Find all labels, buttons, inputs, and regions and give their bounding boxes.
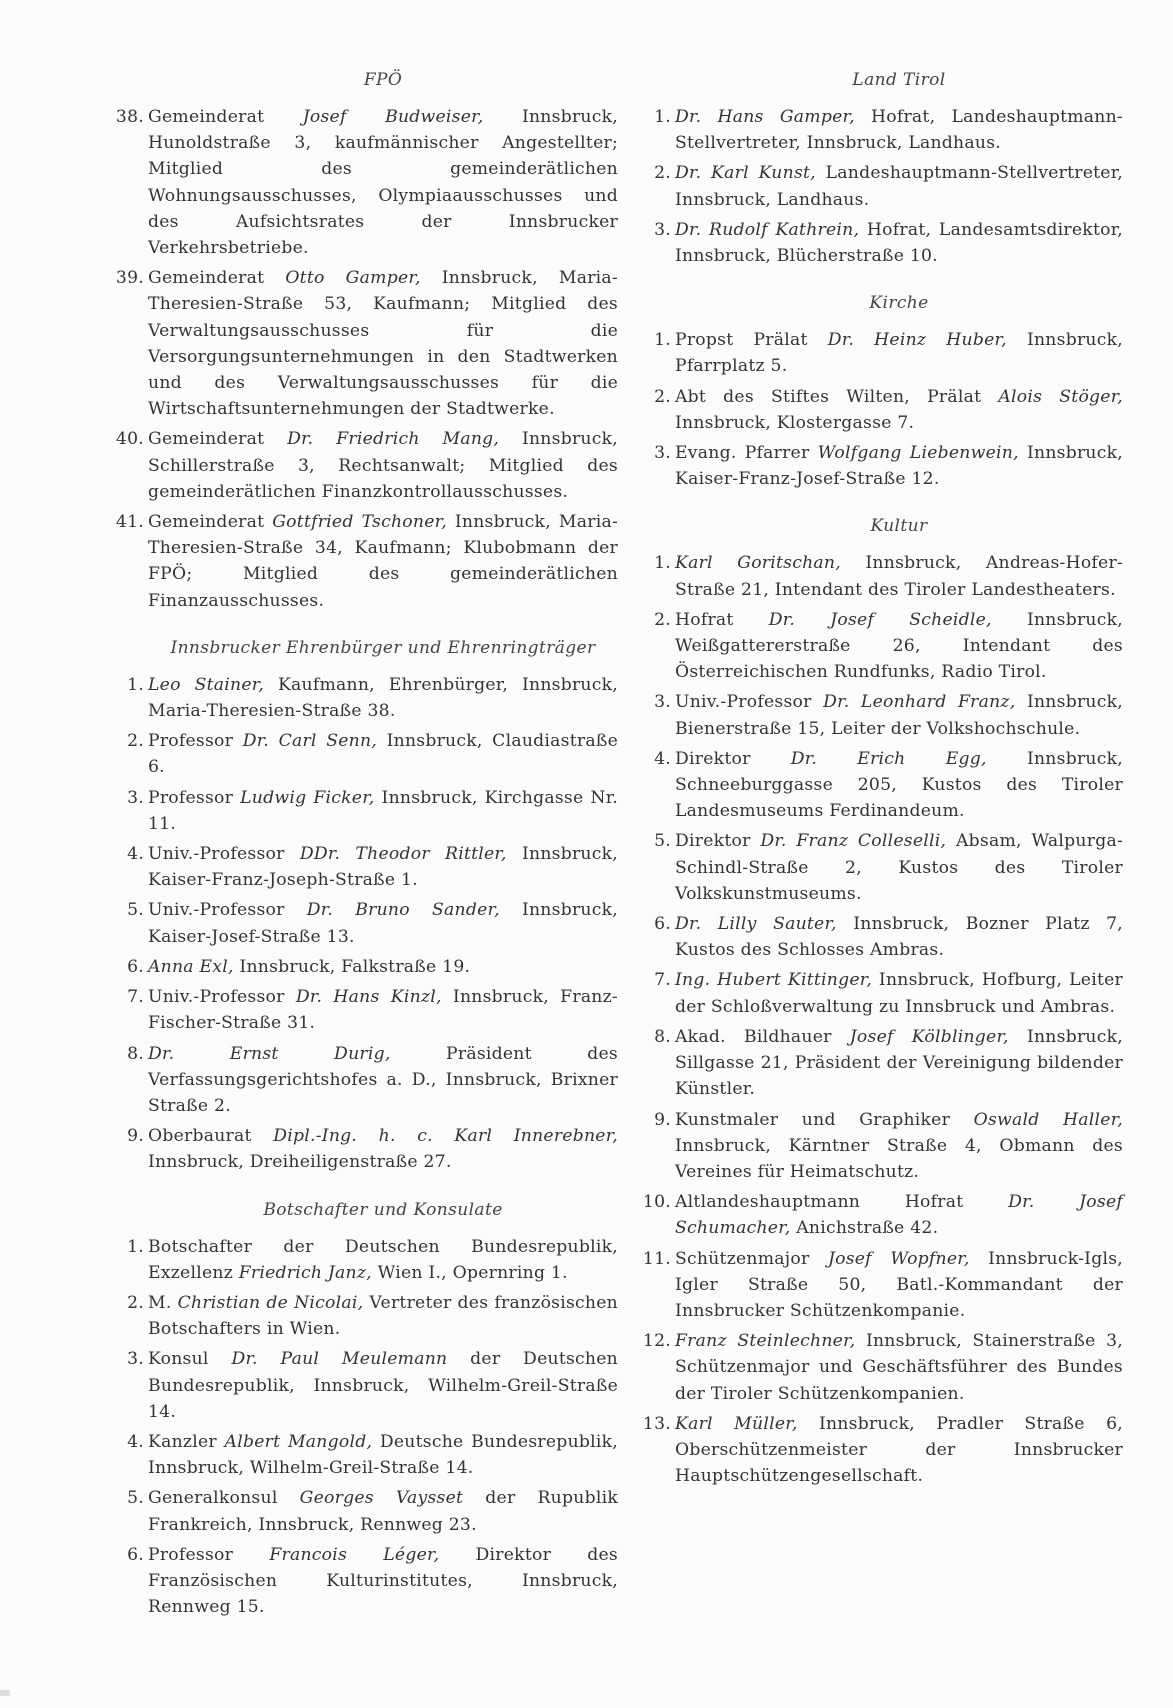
section-heading-land-tirol: Land Tirol (852, 70, 946, 90)
person-name: Dipl.-Ing. h. c. Karl Innerebner, (273, 1126, 619, 1147)
item-number: 6. (127, 956, 144, 977)
item-number: 13. (642, 1413, 671, 1434)
item-details: Vertreter des französischen Botschafters in Wien. (148, 1292, 618, 1340)
item-number: 11. (642, 1248, 671, 1269)
list-item (127, 728, 618, 780)
item-number: 8. (654, 1026, 671, 1047)
item-number: 3. (127, 1349, 144, 1370)
section-list-kultur (642, 550, 1124, 1489)
person-name: Christian de Nicolai, (177, 1292, 364, 1313)
item-details: Innsbruck, Kärntner Straße 4, Obmann des Vereines für Heimatschutz. (675, 1135, 1123, 1182)
person-name: Dr. Rudolf Kathrein, (675, 219, 860, 240)
list-item (127, 984, 618, 1036)
item-details: Innsbruck, Pfarrplatz 5. (675, 330, 1123, 377)
item-number: 1. (127, 674, 144, 695)
item-details: Innsbruck, Claudiastraße 6. (148, 731, 618, 778)
person-name: Wolfgang Liebenwein, (817, 443, 1019, 464)
item-prefix: Univ.-Professor (148, 900, 307, 921)
section-list-land-tirol (654, 104, 1123, 269)
person-name: Josef Budweiser, (302, 107, 484, 127)
item-prefix: Direktor (675, 748, 791, 769)
item-number: 2. (127, 1292, 144, 1313)
list-item (127, 1234, 618, 1286)
section-heading-fpo: FPÖ (363, 70, 403, 90)
item-details: Präsident des Verfassungsgerichtshofes a. D., Innsbruck, Brixner Straße 2. (148, 1043, 618, 1116)
item-details: Innsbruck, Hunoldstraße 3, kaufmännischer Angestellter; Mitglied des gemeinderätlichen Wohnungsausschusses, Olympiaausschusses und des Aufsichtsrates der Innsbrucker Verkehrsbetriebe. (148, 107, 618, 259)
person-name: Dr. Paul Meulemann (231, 1349, 448, 1370)
item-details: Innsbruck, Kaiser-Franz-Josef-Straße 12. (675, 443, 1123, 490)
list-item (642, 1246, 1123, 1325)
item-prefix: M. (148, 1292, 178, 1313)
person-name: Dr. Erich Egg, (790, 748, 987, 769)
item-prefix: Univ.-Professor (148, 844, 300, 865)
item-number: 9. (127, 1126, 144, 1147)
item-details: Innsbruck, Andreas-Hofer-Straße 21, Intendant des Tiroler Landestheaters. (675, 553, 1123, 600)
list-item (642, 1328, 1123, 1407)
person-name: Karl Müller, (675, 1413, 798, 1434)
person-name: Dr. Karl Kunst, (675, 163, 816, 184)
list-item (654, 967, 1123, 1019)
item-details: Absam, Walpurga-Schindl-Straße 2, Kustos des Tiroler Volkskunstmuseums. (675, 831, 1124, 904)
page-edge-mark (0, 1690, 10, 1696)
item-details: der Rupublik Frankreich, Innsbruck, Rennweg 23. (148, 1488, 618, 1535)
person-name: Georges Vaysset (299, 1488, 464, 1509)
list-item (654, 828, 1124, 907)
item-number: 4. (127, 844, 144, 865)
item-number: 5. (127, 1488, 144, 1509)
item-details: Innsbruck-Igls, Igler Straße 50, Batl.-Kommandant der Innsbrucker Schützenkompanie. (675, 1248, 1123, 1321)
item-details: Innsbruck, Bienerstraße 15, Leiter der Volkshochschule. (675, 692, 1123, 739)
section-heading-kirche: Kirche (869, 293, 929, 314)
item-number: 7. (654, 970, 671, 991)
list-item (127, 897, 618, 949)
list-item (654, 607, 1123, 686)
person-name: Oswald Haller, (973, 1109, 1123, 1130)
item-prefix: Propst Prälat (675, 330, 828, 351)
section-heading-innsbrucker-ehrenburger-und-ehrenringtrager: Innsbrucker Ehrenbürger und Ehrenringträger (170, 637, 596, 658)
person-name: Karl Goritschan, (675, 553, 841, 574)
item-prefix: Professor (148, 787, 241, 808)
item-details: Wien I., Opernring 1. (371, 1262, 568, 1283)
item-details: Innsbruck, Sillgasse 21, Präsident der Vereinigung bildender Künstler. (675, 1026, 1123, 1100)
person-name: Dr. Ernst Durig, (148, 1043, 391, 1064)
item-details: der Deutschen Bundesrepublik, Innsbruck, Wilhelm-Greil-Straße 14. (148, 1349, 618, 1422)
person-name: Josef Kölblinger, (849, 1026, 1009, 1047)
list-item (127, 1123, 619, 1175)
item-details: Innsbruck, Bozner Platz 7, Kustos des Schlosses Ambras. (675, 914, 1123, 961)
list-item (127, 1485, 618, 1537)
item-number: 2. (127, 731, 144, 752)
item-number: 2. (654, 163, 671, 184)
item-prefix: Botschafter der Deutschen Bundesrepublik, Exzellenz (148, 1236, 618, 1283)
item-number: 7. (127, 987, 144, 1008)
item-prefix: Gemeinderat (148, 268, 286, 289)
item-prefix: Kanzler (148, 1431, 225, 1452)
list-item (127, 1041, 618, 1120)
section-list-botschafter-und-konsulate (127, 1234, 619, 1621)
list-item (654, 440, 1123, 492)
person-name: DDr. Theodor Rittler, (299, 844, 507, 865)
item-details: Deutsche Bundesrepublik, Innsbruck, Wilhelm-Greil-Straße 14. (148, 1431, 619, 1479)
list-item (127, 1346, 618, 1425)
person-name: Leo Stainer, (148, 674, 265, 695)
person-name: Dr. Franz Colleselli, (760, 831, 947, 852)
item-prefix: Konsul (148, 1349, 232, 1370)
list-item (654, 689, 1123, 741)
section-list-innsbrucker-ehrenburger-und-ehrenringtrager (127, 672, 619, 1176)
item-prefix: Univ.-Professor (675, 692, 824, 713)
item-prefix: Direktor (675, 831, 761, 852)
list-item (127, 954, 618, 980)
person-name: Anna Exl, (148, 956, 234, 977)
person-name: Friedrich Janz, (238, 1262, 372, 1283)
item-number: 2. (654, 386, 671, 407)
item-details: Innsbruck, Hofburg, Leiter der Schloßverwaltung zu Innsbruck und Ambras. (675, 970, 1123, 1017)
item-number: 9. (654, 1109, 671, 1130)
list-item (654, 104, 1123, 156)
list-item (127, 841, 619, 893)
person-name: Alois Stöger, (998, 386, 1123, 407)
item-number: 12. (642, 1331, 671, 1352)
item-details: Innsbruck, Kirchgasse Nr. 11. (148, 787, 618, 834)
list-item (654, 1024, 1123, 1103)
person-name: Albert Mangold, (224, 1431, 373, 1452)
item-details: Hofrat, Landeshauptmann-Stellvertreter, Innsbruck, Landhaus. (675, 107, 1123, 154)
item-details: Innsbruck, Stainerstraße 3, Schützenmajor und Geschäftsführer des Bundes der Tiroler Schützenkompanien. (675, 1331, 1123, 1404)
item-number: 4. (654, 748, 671, 769)
person-name: Franz Steinlechner, (675, 1331, 856, 1352)
list-item (654, 217, 1123, 269)
person-name: Dr. Heinz Huber, (827, 330, 1007, 351)
item-details: Innsbruck, Pradler Straße 6, Oberschützenmeister der Innsbrucker Hauptschützengesellschaft. (675, 1413, 1123, 1487)
item-details: Innsbruck, Schillerstraße 3, Rechtsanwalt; Mitglied des gemeinderätlichen Finanzkontrollausschusses. (148, 429, 618, 502)
list-item (115, 104, 618, 261)
item-number: 3. (654, 443, 671, 464)
list-item (642, 1411, 1123, 1490)
item-number: 4. (127, 1431, 144, 1452)
list-item (127, 785, 618, 837)
item-details: Anichstraße 42. (790, 1218, 939, 1239)
item-prefix: Hofrat (675, 609, 769, 630)
item-prefix: Gemeinderat (148, 107, 303, 127)
list-item (654, 911, 1123, 963)
person-name: Josef Wopfner, (827, 1248, 970, 1269)
list-item (654, 550, 1123, 602)
item-prefix: Gemeinderat (148, 429, 288, 450)
item-number: 10. (642, 1192, 671, 1213)
item-number: 3. (127, 787, 144, 808)
list-item (654, 327, 1123, 379)
item-details: Hofrat, Landesamtsdirektor, Innsbruck, Blücherstraße 10. (675, 219, 1123, 267)
item-number: 8. (127, 1043, 144, 1064)
item-prefix: Schützenmajor (675, 1248, 828, 1269)
item-details: Innsbruck, Weißgattererstraße 26, Intendant des Österreichischen Rundfunks, Radio Tirol. (675, 609, 1123, 683)
person-name: Francois Léger, (269, 1544, 440, 1565)
person-name: Otto Gamper, (285, 268, 421, 289)
item-prefix: Altlandeshauptmann Hofrat (675, 1192, 1009, 1213)
item-prefix: Oberbaurat (148, 1126, 274, 1147)
item-number: 5. (654, 831, 671, 852)
person-name: Dr. Bruno Sander, (306, 900, 500, 921)
item-prefix: Akad. Bildhauer (675, 1026, 850, 1047)
person-name: Dr. Carl Senn, (242, 731, 378, 752)
person-name: Ing. Hubert Kittinger, (675, 970, 873, 991)
item-details: Innsbruck, Klostergasse 7. (675, 412, 915, 433)
section-heading-kultur: Kultur (870, 516, 928, 537)
item-details: Innsbruck, Franz-Fischer-Straße 31. (148, 987, 618, 1034)
list-item (654, 746, 1123, 825)
item-details: Innsbruck, Falkstraße 19. (233, 956, 471, 977)
item-number: 1. (654, 107, 671, 127)
item-prefix: Professor (148, 731, 243, 752)
item-number: 5. (127, 900, 144, 921)
item-prefix: Evang. Pfarrer (675, 443, 818, 464)
item-details: Innsbruck, Dreiheiligenstraße 27. (148, 1152, 452, 1173)
person-name: Dr. Hans Gamper, (675, 107, 855, 127)
item-number: 38. (115, 107, 144, 127)
left-column (115, 70, 619, 1624)
item-number: 40. (115, 429, 144, 450)
section-list-kirche (654, 327, 1123, 492)
item-prefix: Abt des Stiftes Wilten, Prälat (675, 386, 999, 407)
list-item (127, 672, 619, 724)
person-name: Dr. Hans Kinzl, (295, 987, 442, 1008)
person-name: Dr. Friedrich Mang, (287, 429, 500, 450)
item-number: 3. (654, 692, 671, 713)
item-details: Landeshauptmann-Stellvertreter, Innsbruck, Landhaus. (675, 163, 1123, 210)
section-heading-botschafter-und-konsulate: Botschafter und Konsulate (263, 1199, 503, 1220)
item-details: Innsbruck, Maria-Theresien-Straße 34, Kaufmann; Klubobmann der FPÖ; Mitglied des gemeinderätlichen Finanzausschusses. (148, 512, 618, 611)
item-details: Innsbruck, Schneeburggasse 205, Kustos des Tiroler Landesmuseums Ferdinandeum. (675, 748, 1123, 822)
item-prefix: Univ.-Professor (148, 987, 296, 1008)
list-item (654, 384, 1123, 436)
item-number: 41. (115, 512, 144, 533)
list-item (115, 426, 618, 505)
list-item (127, 1542, 618, 1621)
list-item (654, 160, 1123, 212)
person-name: Ludwig Ficker, (240, 787, 375, 808)
item-number: 1. (654, 330, 671, 351)
person-name: Gottfried Tschoner, (272, 512, 447, 533)
item-prefix: Professor (148, 1544, 270, 1565)
list-item (115, 265, 618, 422)
item-number: 2. (654, 609, 671, 630)
item-number: 39. (115, 268, 144, 289)
item-prefix: Gemeinderat (148, 512, 273, 533)
list-item (654, 1107, 1123, 1186)
item-details: Innsbruck, Kaiser-Franz-Joseph-Straße 1. (148, 844, 619, 891)
item-details: Innsbruck, Kaiser-Josef-Straße 13. (148, 900, 618, 947)
person-name: Dr. Josef Scheidle, (768, 609, 992, 630)
item-prefix: Generalkonsul (148, 1488, 300, 1509)
item-number: 6. (127, 1544, 144, 1565)
list-item (115, 509, 618, 614)
item-prefix: Kunstmaler und Graphiker (675, 1109, 974, 1130)
list-item (127, 1290, 618, 1342)
list-item (642, 1189, 1123, 1241)
item-details: Innsbruck, Maria-Theresien-Straße 53, Kaufmann; Mitglied des Verwaltungsausschusses für die Versorgungsunternehmungen in den Stadtwerken und des Verwaltungsausschusses für die Wirtschaftsunternehmungen der Stadtwerke. (148, 268, 618, 420)
item-details: Kaufmann, Ehrenbürger, Innsbruck, Maria-Theresien-Straße 38. (148, 674, 619, 722)
right-column (642, 70, 1124, 1493)
item-details: Direktor des Französischen Kulturinstitutes, Innsbruck, Rennweg 15. (148, 1544, 618, 1618)
person-name: Dr. Josef Schumacher, (675, 1192, 1123, 1239)
section-list-fpo (115, 104, 618, 614)
person-name: Dr. Leonhard Franz, (823, 692, 1016, 713)
person-name: Dr. Lilly Sauter, (675, 914, 837, 935)
item-number: 1. (654, 553, 671, 574)
list-item (127, 1429, 619, 1481)
item-number: 1. (127, 1236, 144, 1257)
item-number: 6. (654, 914, 671, 935)
item-number: 3. (654, 219, 671, 240)
